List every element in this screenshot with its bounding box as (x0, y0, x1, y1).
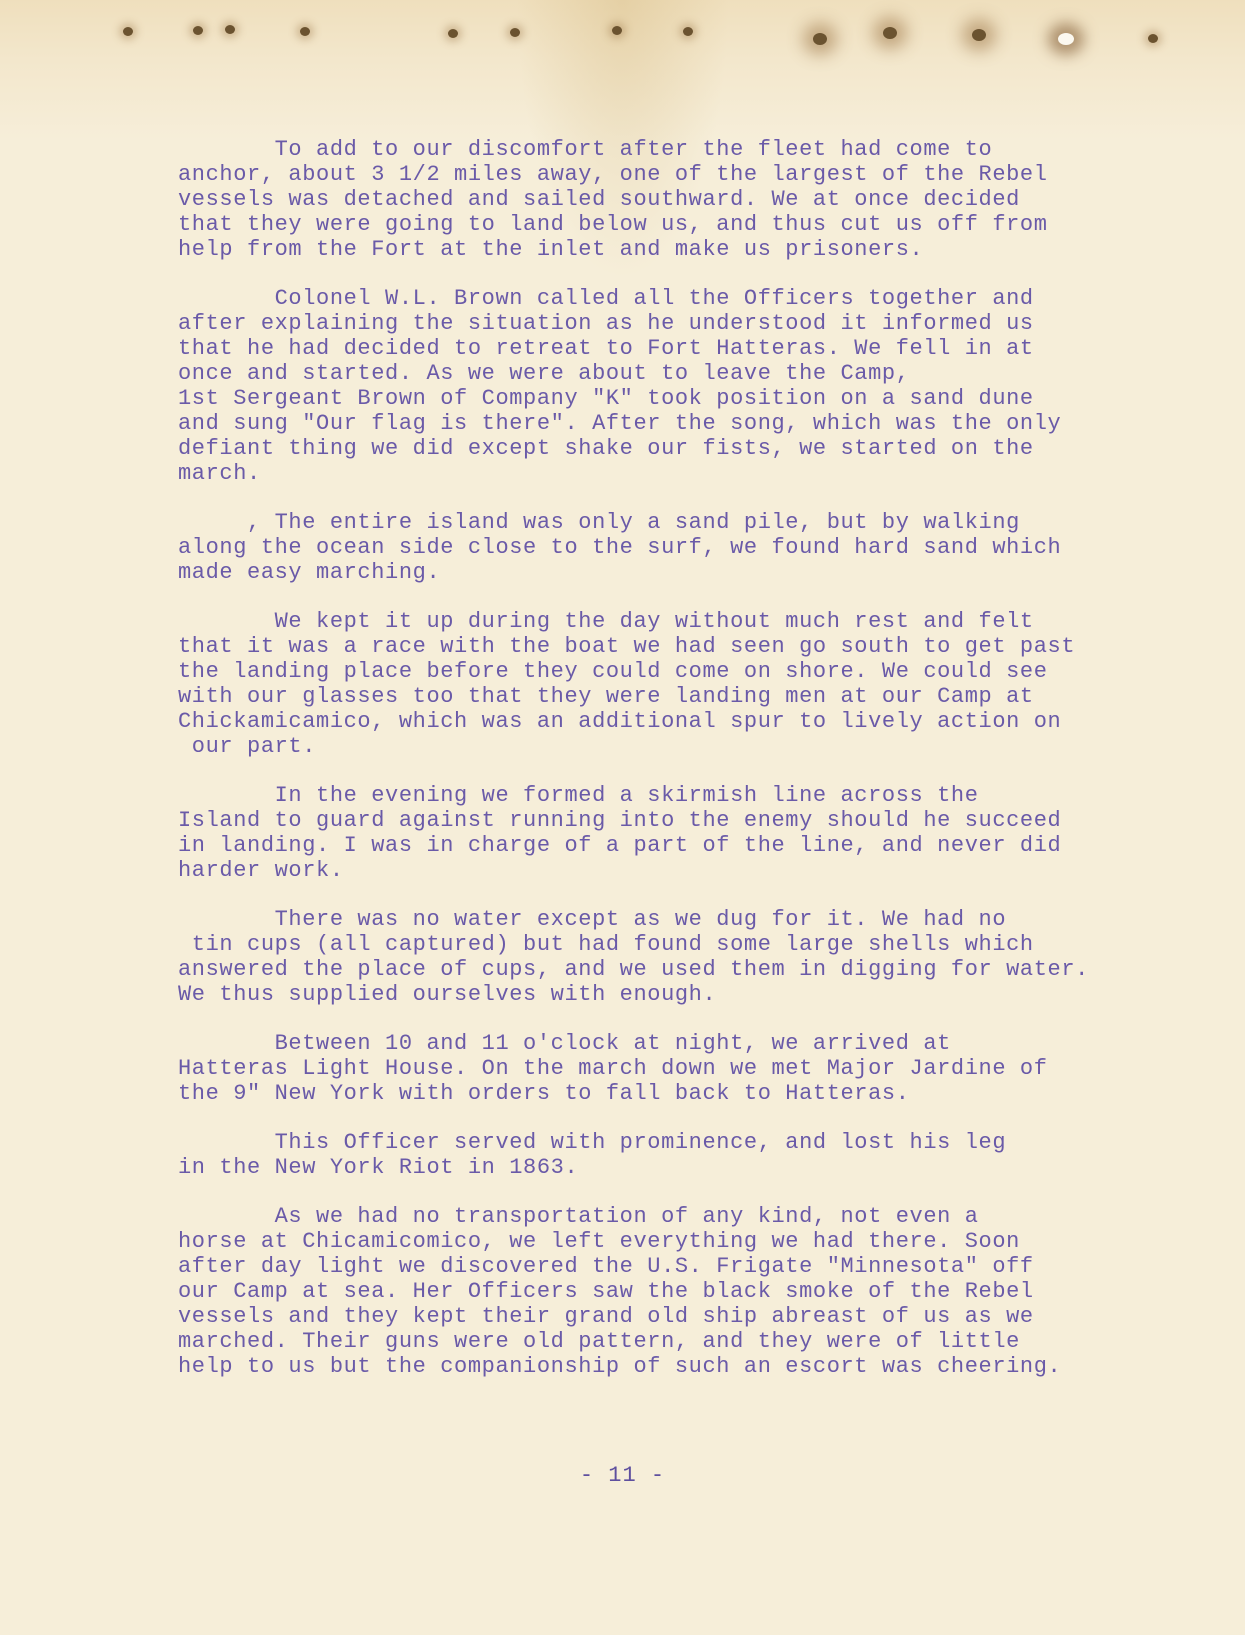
binding-hole (123, 27, 133, 36)
text-line: made easy marching. (178, 560, 441, 585)
text-line: horse at Chicamicomico, we left everything we had there. Soon (178, 1229, 1020, 1254)
text-line: and sung "Our flag is there". After the song, which was the only (178, 411, 1062, 436)
paragraph (178, 1031, 1178, 1106)
binding-hole (1058, 33, 1074, 45)
text-line: harder work. (178, 858, 344, 883)
paragraph (178, 137, 1178, 262)
text-line: There was no water except as we dug for it. We had no (178, 907, 1007, 932)
text-line: Chickamicamico, which was an additional spur to lively action on (178, 709, 1062, 734)
text-line: vessels and they kept their grand old ship abreast of us as we (178, 1304, 1034, 1329)
binding-holes (0, 18, 1245, 58)
text-line: Between 10 and 11 o'clock at night, we arrived at (178, 1031, 951, 1056)
text-line: marched. Their guns were old pattern, and they were of little (178, 1329, 1020, 1354)
text-line: after day light we discovered the U.S. Frigate "Minnesota" off (178, 1254, 1034, 1279)
text-line: defiant thing we did except shake our fists, we started on the (178, 436, 1034, 461)
text-line: that it was a race with the boat we had seen go south to get past (178, 634, 1076, 659)
text-line: that he had decided to retreat to Fort Hatteras. We fell in at (178, 336, 1034, 361)
text-line: anchor, about 3 1/2 miles away, one of the largest of the Rebel (178, 162, 1048, 187)
text-line: To add to our discomfort after the fleet had come to (178, 137, 993, 162)
text-line: vessels was detached and sailed southward. We at once decided (178, 187, 1020, 212)
text-line: In the evening we formed a skirmish line across the (178, 783, 979, 808)
text-line: after explaining the situation as he understood it informed us (178, 311, 1034, 336)
binding-hole (813, 33, 827, 45)
text-line: help to us but the companionship of such an escort was cheering. (178, 1354, 1062, 1379)
text-line: tin cups (all captured) but had found some large shells which (178, 932, 1034, 957)
text-line: help from the Fort at the inlet and make us prisoners. (178, 237, 924, 262)
binding-hole (972, 29, 986, 41)
text-line: answered the place of cups, and we used them in digging for water. (178, 957, 1089, 982)
binding-hole (448, 29, 458, 38)
binding-hole (300, 27, 310, 36)
text-line: in landing. I was in charge of a part of the line, and never did (178, 833, 1062, 858)
binding-hole (193, 26, 203, 35)
text-line: We thus supplied ourselves with enough. (178, 982, 717, 1007)
paragraph (178, 510, 1178, 585)
document-body (178, 137, 1178, 1403)
text-line: Colonel W.L. Brown called all the Officers together and (178, 286, 1034, 311)
text-line: along the ocean side close to the surf, we found hard sand which (178, 535, 1062, 560)
text-line: our Camp at sea. Her Officers saw the black smoke of the Rebel (178, 1279, 1034, 1304)
text-line: , The entire island was only a sand pile, but by walking (178, 510, 1020, 535)
text-line: We kept it up during the day without much rest and felt (178, 609, 1034, 634)
paragraph (178, 907, 1178, 1007)
paragraph (178, 1204, 1178, 1379)
text-line: our part. (178, 734, 317, 759)
paragraph (178, 609, 1178, 759)
binding-hole (1148, 34, 1158, 43)
text-line: with our glasses too that they were landing men at our Camp at (178, 684, 1034, 709)
text-line: As we had no transportation of any kind, not even a (178, 1204, 979, 1229)
binding-hole (883, 27, 897, 39)
paragraph (178, 286, 1178, 486)
paragraph (178, 783, 1178, 883)
text-line: in the New York Riot in 1863. (178, 1155, 579, 1180)
text-line: the 9" New York with orders to fall back to Hatteras. (178, 1081, 910, 1106)
binding-hole (612, 26, 622, 35)
binding-hole (683, 27, 693, 36)
binding-hole (225, 25, 235, 34)
text-line: This Officer served with prominence, and lost his leg (178, 1130, 1007, 1155)
page-number: - 11 - (579, 1463, 666, 1488)
text-line: march. (178, 461, 261, 486)
text-line: once and started. As we were about to leave the Camp, (178, 361, 910, 386)
binding-hole (510, 28, 520, 37)
text-line: Island to guard against running into the enemy should he succeed (178, 808, 1062, 833)
text-line: Hatteras Light House. On the march down we met Major Jardine of (178, 1056, 1048, 1081)
text-line: the landing place before they could come on shore. We could see (178, 659, 1048, 684)
paragraph (178, 1130, 1178, 1180)
text-line: 1st Sergeant Brown of Company "K" took position on a sand dune (178, 386, 1034, 411)
text-line: that they were going to land below us, and thus cut us off from (178, 212, 1048, 237)
